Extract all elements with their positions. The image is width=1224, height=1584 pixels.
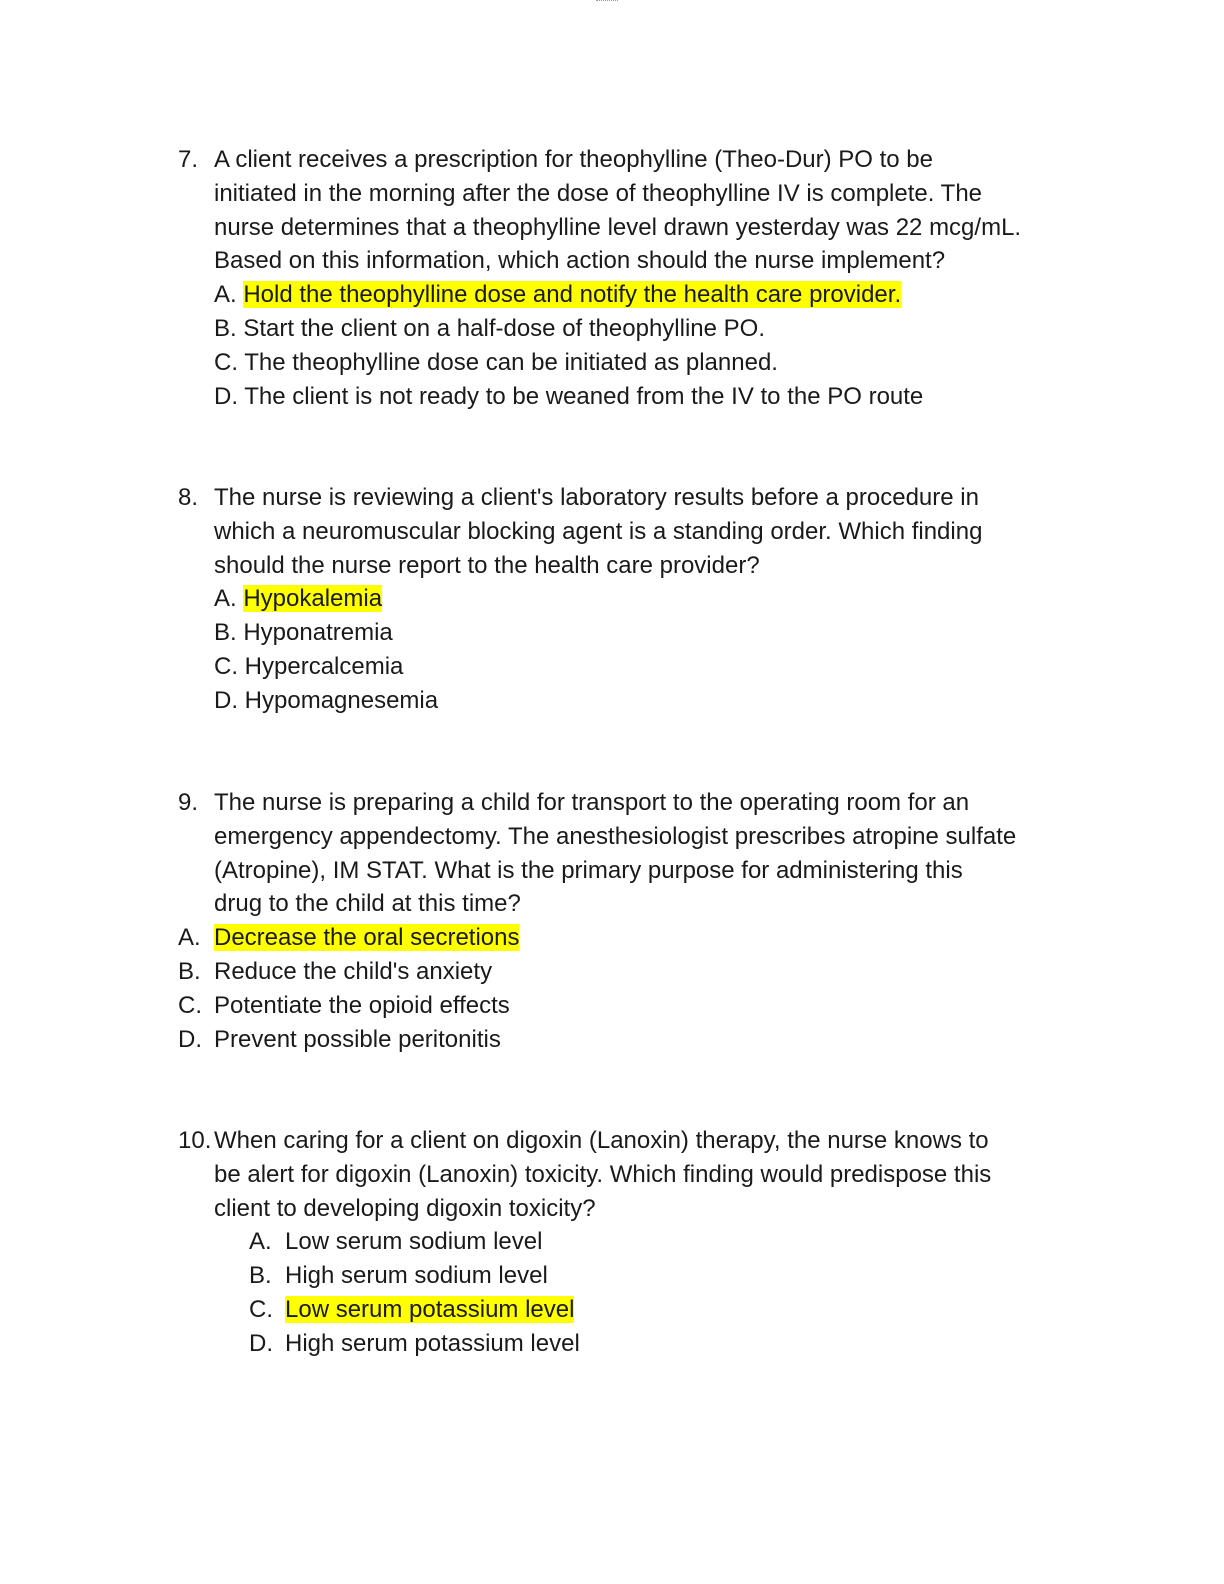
stem-line: A client receives a prescription for theophylline (Theo-Dur) PO to be	[214, 146, 934, 173]
stem-line: Based on this information, which action should the nurse implement?	[214, 247, 946, 275]
option-text-highlighted: Low serum potassium level	[285, 1295, 575, 1323]
option-d	[0, 1327, 1224, 1361]
option-text: Low serum sodium level	[285, 1228, 543, 1256]
question-stem	[0, 481, 1094, 582]
option-b	[0, 955, 1224, 989]
stem-line: client to developing digoxin toxicity?	[214, 1194, 596, 1222]
question-9	[0, 786, 1224, 1056]
option-letter: B.	[214, 619, 244, 647]
question-7	[0, 143, 1224, 413]
stem-line: should the nurse report to the health care provider?	[214, 551, 760, 579]
option-letter: C.	[249, 1295, 273, 1323]
option-letter: C.	[178, 991, 202, 1019]
question-stem	[0, 786, 1094, 921]
stem-line: nurse determines that a theophylline level drawn yesterday was 22 mcg/mL.	[214, 213, 1022, 241]
option-text-highlighted: Decrease the oral secretions	[214, 924, 520, 952]
question-number: 9.	[178, 789, 199, 816]
option-text: Hyponatremia	[243, 619, 393, 647]
option-text: Hypomagnesemia	[244, 686, 439, 714]
question-8	[0, 481, 1224, 718]
stem-line: initiated in the morning after the dose of theophylline IV is complete. The	[214, 179, 983, 207]
stem-line: which a neuromuscular blocking agent is a standing order. Which finding	[214, 517, 983, 545]
option-a	[0, 582, 1224, 616]
option-letter: B.	[249, 1262, 272, 1290]
question-10	[0, 1124, 1224, 1361]
stem-line: be alert for digoxin (Lanoxin) toxicity. Which finding would predispose this	[214, 1160, 992, 1188]
option-letter: D.	[249, 1329, 273, 1357]
option-text: Reduce the child's anxiety	[214, 957, 493, 985]
option-letter: D.	[178, 1025, 202, 1053]
option-letter: D.	[214, 686, 245, 714]
option-c	[0, 1293, 1224, 1327]
stem-line: The nurse is reviewing a client's laboratory results before a procedure in	[214, 484, 979, 511]
option-text: Potentiate the opioid effects	[214, 991, 510, 1019]
option-letter: B.	[178, 957, 201, 985]
option-text-highlighted: Hold the theophylline dose and notify the health care provider.	[243, 281, 902, 309]
option-a	[0, 1225, 1224, 1259]
option-letter: A.	[214, 281, 244, 309]
option-letter: C.	[214, 348, 245, 376]
option-c	[0, 989, 1224, 1023]
option-text-highlighted: Hypokalemia	[243, 585, 383, 613]
option-d	[0, 380, 1224, 414]
option-text: The theophylline dose can be initiated as planned.	[244, 348, 778, 376]
option-letter: B.	[214, 314, 244, 342]
option-b	[0, 1259, 1224, 1293]
stem-line: emergency appendectomy. The anesthesiologist prescribes atropine sulfate	[214, 822, 1017, 850]
option-text: The client is not ready to be weaned from the IV to the PO route	[244, 382, 924, 410]
question-number: 10.	[178, 1127, 212, 1154]
option-letter: A.	[178, 924, 201, 952]
option-text: Start the client on a half-dose of theophylline PO.	[243, 314, 765, 342]
stem-line: The nurse is preparing a child for transport to the operating room for an	[214, 789, 970, 816]
option-d	[0, 684, 1224, 718]
option-letter: D.	[214, 382, 245, 410]
option-text: High serum sodium level	[285, 1262, 548, 1290]
question-stem	[0, 143, 1094, 278]
question-number: 7.	[178, 146, 199, 173]
option-text: High serum potassium level	[285, 1329, 580, 1357]
stem-line: (Atropine), IM STAT. What is the primary purpose for administering this	[214, 856, 963, 884]
option-c	[0, 346, 1224, 380]
option-b	[0, 616, 1224, 650]
option-letter: C.	[214, 652, 245, 680]
option-text: Prevent possible peritonitis	[214, 1025, 501, 1053]
option-letter: A.	[249, 1228, 272, 1256]
stem-line: drug to the child at this time?	[214, 890, 521, 918]
stem-line: When caring for a client on digoxin (Lanoxin) therapy, the nurse knows to	[214, 1127, 989, 1154]
option-text: Hypercalcemia	[244, 652, 404, 680]
option-b	[0, 312, 1224, 346]
question-stem	[0, 1124, 1094, 1225]
option-d	[0, 1023, 1224, 1057]
question-number: 8.	[178, 484, 199, 511]
header-mark	[596, 0, 618, 3]
option-letter: A.	[214, 585, 244, 613]
option-c	[0, 650, 1224, 684]
option-a	[0, 921, 1224, 955]
option-a	[0, 278, 1224, 312]
